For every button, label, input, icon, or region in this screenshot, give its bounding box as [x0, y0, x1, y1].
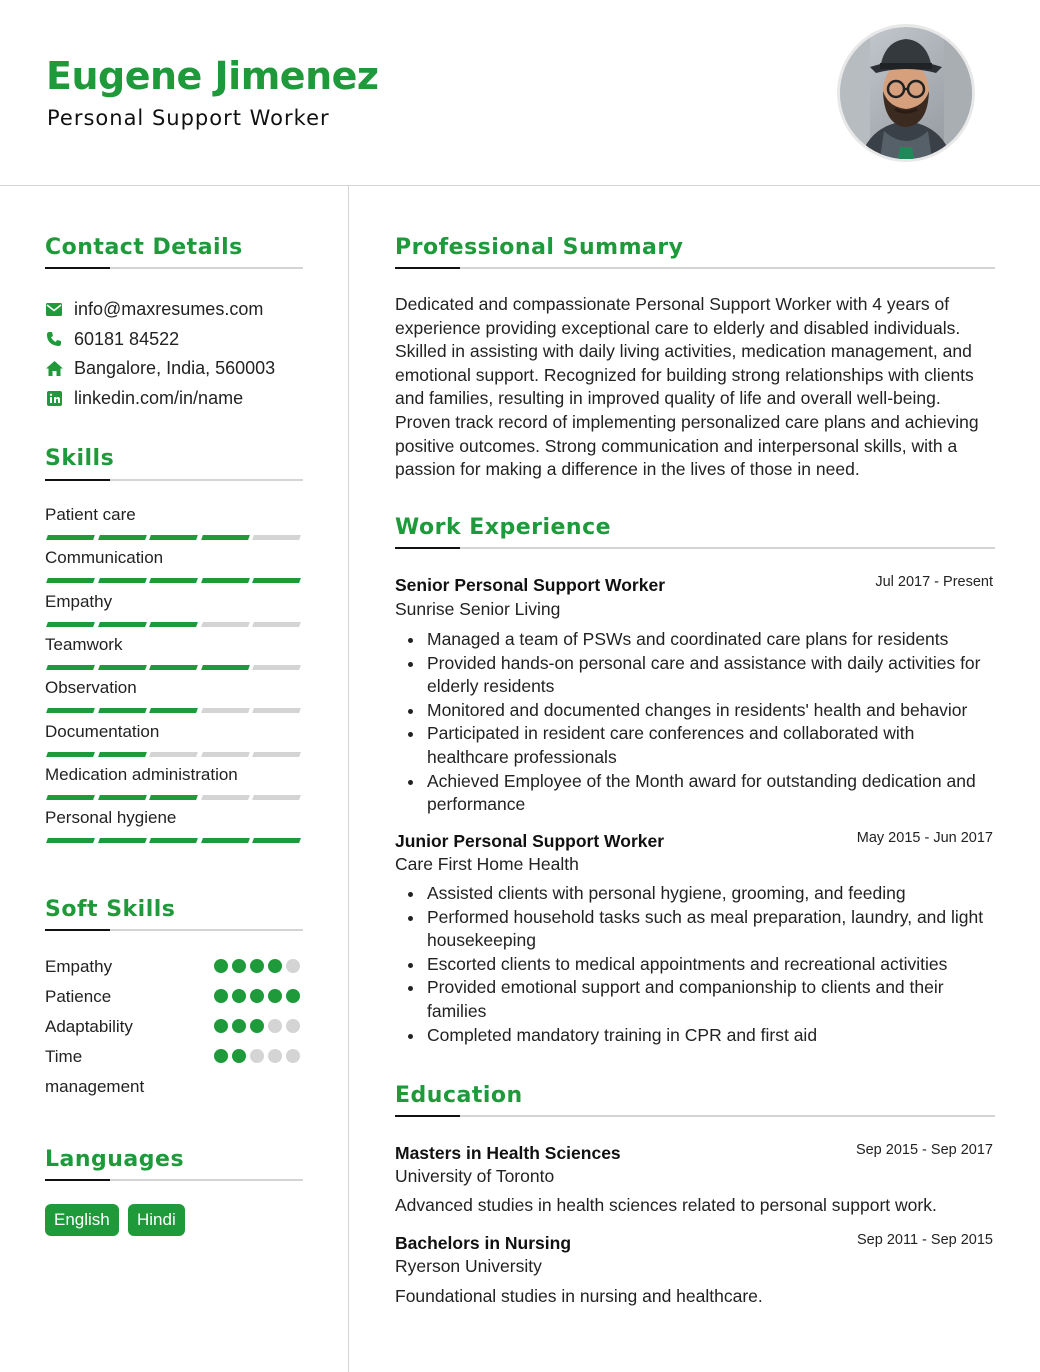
rating-dot-filled — [232, 1049, 246, 1063]
skill-segment-filled — [98, 708, 147, 713]
skill-segment-empty — [252, 708, 301, 713]
skill-level-bar — [45, 752, 301, 758]
skill-segment-filled — [149, 795, 198, 800]
rating-dot-empty — [268, 1049, 282, 1063]
job-bullet: Achieved Employee of the Month award for outstanding dedication and performance — [427, 770, 997, 817]
skill-segment-empty — [201, 708, 250, 713]
job-bullet: Managed a team of PSWs and coordinated care plans for residents — [427, 628, 997, 652]
job-bullet: Performed household tasks such as meal preparation, laundry, and light housekeeping — [427, 906, 997, 953]
skill-segment-empty — [201, 622, 250, 627]
skill-segment-filled — [98, 665, 147, 670]
soft-skill-label: Adaptability — [45, 1017, 133, 1036]
contact-address — [45, 357, 275, 379]
rating-dot-empty — [286, 1019, 300, 1033]
skill-level-bar — [45, 838, 301, 844]
column-divider — [348, 186, 349, 1372]
job-bullet: Provided emotional support and companionship to clients and their families — [427, 976, 997, 1023]
skill-segment-filled — [149, 708, 198, 713]
skill-segment-filled — [201, 838, 250, 843]
skill-label: Empathy — [45, 591, 113, 611]
soft-skill-label: Patience — [45, 987, 112, 1006]
skill-segment-empty — [201, 795, 250, 800]
rating-dot-filled — [214, 1019, 228, 1033]
languages-section-rule — [45, 1179, 303, 1181]
skill-segment-filled — [46, 535, 95, 540]
skill-segment-filled — [201, 535, 250, 540]
skill-level-bar — [45, 795, 301, 801]
degree-school: University of Toronto — [395, 1166, 555, 1186]
summary-section-rule — [395, 267, 995, 269]
skill-segment-empty — [252, 622, 301, 627]
skill-level-bar — [45, 535, 301, 541]
job-title: Senior Personal Support Worker — [395, 575, 666, 595]
rating-dot-filled — [250, 1019, 264, 1033]
skill-segment-empty — [252, 752, 301, 757]
job-title: Junior Personal Support Worker — [395, 831, 665, 851]
soft-skill-label: Empathy — [45, 957, 113, 976]
degree-date: Sep 2011 - Sep 2015 — [857, 1232, 993, 1248]
resume-header — [0, 0, 1040, 186]
rating-dot-filled — [214, 959, 228, 973]
job-company: Care First Home Health — [395, 854, 579, 874]
skill-segment-filled — [149, 838, 198, 843]
rating-dot-empty — [268, 1019, 282, 1033]
experience-section-title: Work Experience — [395, 515, 612, 540]
skills-section-title: Skills — [45, 446, 115, 471]
degree-title: Bachelors in Nursing — [395, 1233, 572, 1253]
skill-segment-filled — [252, 578, 301, 583]
skill-segment-filled — [98, 838, 147, 843]
job-company: Sunrise Senior Living — [395, 599, 561, 619]
degree-school: Ryerson University — [395, 1256, 542, 1276]
degree-date: Sep 2015 - Sep 2017 — [855, 1142, 993, 1158]
skill-label: Teamwork — [45, 634, 123, 654]
job-bullets — [427, 628, 997, 817]
skill-segment-filled — [46, 578, 95, 583]
job-bullet: Completed mandatory training in CPR and first aid — [427, 1024, 997, 1048]
skill-segment-empty — [201, 752, 250, 757]
rating-dot-filled — [214, 989, 228, 1003]
rating-dot-filled — [214, 1049, 228, 1063]
job-date: May 2015 - Jun 2017 — [856, 830, 993, 846]
education-section-rule — [395, 1115, 995, 1117]
language-badge: English — [45, 1204, 119, 1236]
degree-description: Foundational studies in nursing and healthcare. — [395, 1286, 763, 1306]
rating-dot-empty — [250, 1049, 264, 1063]
degree-description: Advanced studies in health sciences related to personal support work. — [395, 1195, 937, 1215]
languages-section-title: Languages — [45, 1147, 185, 1172]
contact-phone[interactable] — [45, 328, 179, 350]
skill-segment-filled — [98, 535, 147, 540]
envelope-icon — [45, 300, 63, 318]
contact-phone-text: 60181 84522 — [74, 328, 180, 349]
skill-segment-filled — [46, 795, 95, 800]
skill-level-bar — [45, 708, 301, 714]
contact-address-text: Bangalore, India, 560003 — [74, 357, 276, 378]
soft-skills-section-title: Soft Skills — [45, 897, 176, 922]
experience-section-rule — [395, 547, 995, 549]
skill-segment-filled — [149, 535, 198, 540]
skill-level-bar — [45, 622, 301, 628]
job-bullet: Escorted clients to medical appointments and recreational activities — [427, 953, 997, 977]
summary-section-title: Professional Summary — [395, 235, 684, 260]
rating-dot-filled — [250, 959, 264, 973]
skill-label: Documentation — [45, 721, 160, 741]
rating-dot-filled — [232, 989, 246, 1003]
skill-segment-filled — [149, 578, 198, 583]
soft-skills-section-rule — [45, 929, 303, 931]
skill-segment-empty — [252, 535, 301, 540]
rating-dot-filled — [268, 959, 282, 973]
skill-segment-filled — [98, 795, 147, 800]
summary-text: Dedicated and compassionate Personal Support Worker with 4 years of experience providing exceptional care to elderly and disabled individuals. Skilled in assisting with daily living activities, medication management, and emotional support. Recognized for building strong relationships with clients and families, resulting in improved quality of life and overall well-being. Proven track record of implementing personalized care plans and achieving positive outcomes. Strong communication and interpersonal skills, with a passion for making a difference in the lives of those in need. — [395, 294, 979, 480]
skill-segment-filled — [46, 622, 95, 627]
skill-segment-filled — [149, 622, 198, 627]
phone-icon — [45, 330, 63, 348]
skill-segment-filled — [252, 838, 301, 843]
rating-dot-filled — [232, 1019, 246, 1033]
skill-segment-filled — [149, 665, 198, 670]
rating-dot-filled — [268, 989, 282, 1003]
candidate-name: Eugene Jimenez — [46, 54, 379, 98]
rating-dot-empty — [286, 1049, 300, 1063]
skill-label: Patient care — [45, 505, 136, 524]
skill-segment-empty — [149, 752, 198, 757]
skill-label: Medication administration — [45, 764, 238, 784]
education-section-title: Education — [395, 1083, 523, 1108]
linkedin-icon — [45, 389, 63, 407]
skill-segment-empty — [252, 665, 301, 670]
degree-title: Masters in Health Sciences — [395, 1143, 621, 1163]
candidate-role: Personal Support Worker — [47, 106, 330, 130]
profile-photo — [837, 24, 975, 162]
skill-label: Communication — [45, 548, 164, 568]
job-bullet: Monitored and documented changes in residents' health and behavior — [427, 699, 997, 723]
job-bullet: Assisted clients with personal hygiene, grooming, and feeding — [427, 882, 997, 906]
contact-email-text: info@maxresumes.com — [74, 298, 264, 319]
rating-dot-empty — [286, 959, 300, 973]
contact-linkedin-text: linkedin.com/in/name — [74, 387, 244, 408]
skills-section-rule — [45, 479, 303, 481]
job-bullet: Participated in resident care conferences and collaborated with healthcare professionals — [427, 722, 997, 769]
soft-skill-label: Time management — [45, 1047, 145, 1096]
job-date: Jul 2017 - Present — [875, 574, 993, 590]
skill-level-bar — [45, 578, 301, 584]
skill-segment-filled — [46, 752, 95, 757]
skill-label: Personal hygiene — [45, 808, 177, 828]
rating-dot-filled — [232, 959, 246, 973]
skill-segment-empty — [252, 795, 301, 800]
rating-dot-filled — [250, 989, 264, 1003]
contact-linkedin[interactable] — [45, 387, 243, 409]
contact-email[interactable] — [45, 298, 263, 320]
skill-segment-filled — [46, 838, 95, 843]
skill-level-bar — [45, 665, 301, 671]
skill-segment-filled — [201, 665, 250, 670]
contact-section-title: Contact Details — [45, 235, 243, 260]
skill-label: Observation — [45, 678, 137, 698]
job-bullets — [427, 882, 997, 1047]
skill-segment-filled — [98, 752, 147, 757]
skill-segment-filled — [46, 665, 95, 670]
skill-segment-filled — [98, 622, 147, 627]
language-badge: Hindi — [128, 1204, 185, 1236]
contact-section-rule — [45, 267, 303, 269]
rating-dot-filled — [286, 989, 300, 1003]
job-bullet: Provided hands-on personal care and assistance with daily activities for elderly residents — [427, 652, 997, 699]
skill-segment-filled — [201, 578, 250, 583]
home-icon — [45, 359, 63, 377]
skill-segment-filled — [98, 578, 147, 583]
skill-segment-filled — [46, 708, 95, 713]
